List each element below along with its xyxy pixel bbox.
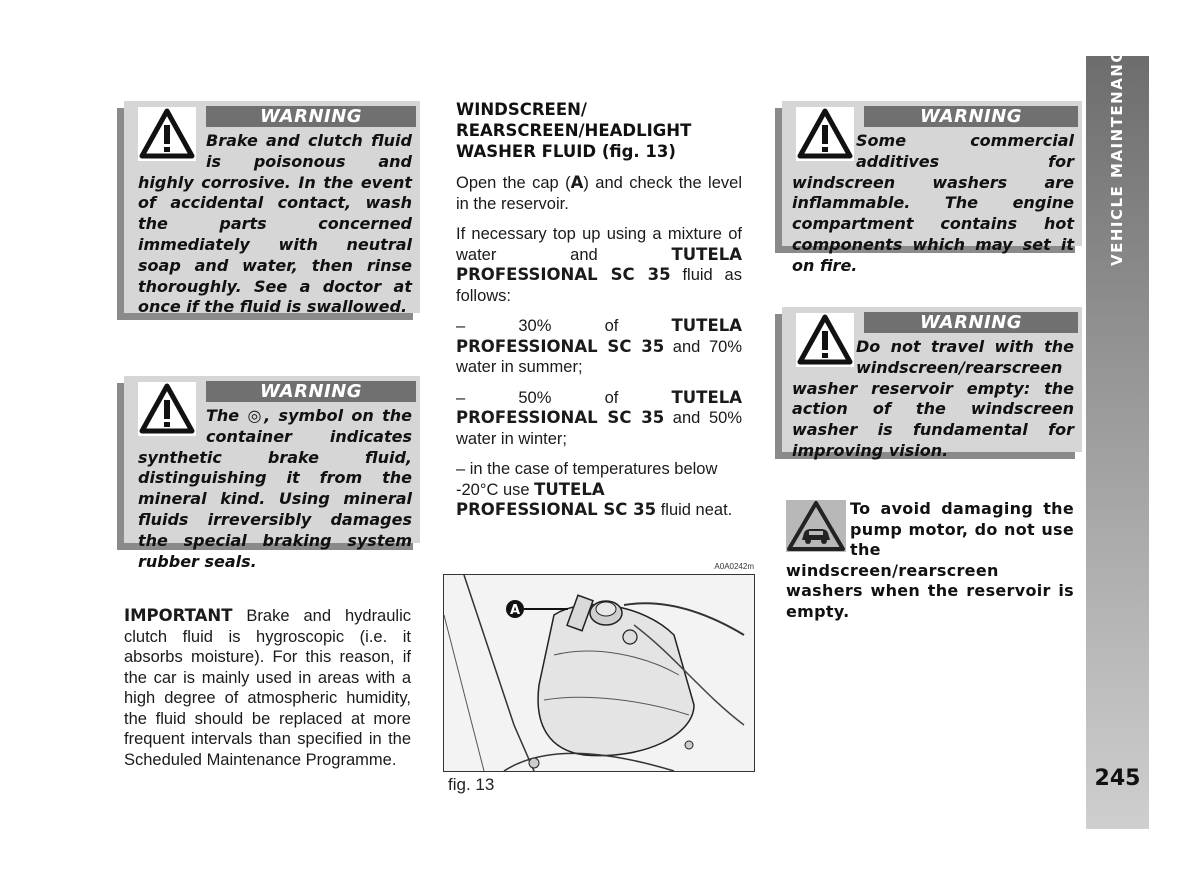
paragraph-open-cap: Open the cap (A) and check the level in the reservoir. (456, 173, 742, 213)
engine-bay-illustration (443, 574, 755, 772)
washer-fluid-heading: WINDSCREEN/ REARSCREEN/HEADLIGHT WASHER FLUID (fig. 13) (456, 100, 692, 161)
figure-code: A0A0242m (714, 562, 754, 571)
warning-box-synthetic-fluid (124, 376, 420, 571)
paragraph-winter-mix: – 50% of TUTELA PROFESSIONAL SC 35 and 50% water in winter; (456, 387, 742, 448)
warning-box-empty-reservoir (782, 307, 1082, 460)
paragraph-top-up: If necessary top up using a mixture of water and TUTELA PROFESSIONAL SC 35 fluid as follows: (456, 225, 742, 305)
warning-title: WARNING (864, 312, 1078, 333)
warning-text: The ◎, symbol on the container indicates synthetic brake fluid, distinguishing it from the mineral kind. Using mineral fluids irreversibly damages the special braking system rubber seals. (138, 406, 412, 571)
callout-a: A (509, 603, 521, 618)
pump-motor-caution: To avoid damaging the pump motor, do not use the windscreen/rearscreen washers when the reservoir is empty. (786, 499, 1074, 621)
important-label: IMPORTANT (124, 606, 233, 625)
warning-title: WARNING (206, 106, 416, 127)
paragraph-summer-mix: – 30% of TUTELA PROFESSIONAL SC 35 and 70% water in summer; (456, 316, 742, 376)
warning-title: WARNING (864, 106, 1078, 127)
warning-text: Some commercial additives for windscreen washers are inflammable. The engine compartment contains hot components which may set it on fire. (792, 131, 1074, 275)
page-number: 245 (1094, 766, 1141, 791)
warning-box-brake-fluid-poison (124, 101, 420, 317)
washer-fluid-body (456, 173, 742, 531)
figure-reference: (fig. 13) (601, 142, 676, 161)
warning-text: Do not travel with the windscreen/rearscreen washer reservoir empty: the action of the windscreen washer is fundamental for improving vision. (792, 337, 1074, 460)
warning-text: Brake and clutch fluid is poisonous and highly corrosive. In the event of accidental contact, wash the parts concerned immediately with neutral soap and water, then rinse thoroughly. See a doctor at once if the fluid is swallowed. (138, 131, 412, 317)
warning-box-inflammable-additives (782, 101, 1082, 275)
synthetic-fluid-symbol: ◎ (247, 406, 265, 425)
paragraph-cold-mix: – in the case of temperatures below -20°C use TUTELA PROFESSIONAL SC 35 fluid neat. (456, 460, 733, 519)
important-note: IMPORTANT Brake and hydraulic clutch fluid is hygroscopic (i.e. it absorbs moisture). For this reason, if the car is mainly used in areas with a high degree of atmospheric humidity, the fluid should be replaced at more frequent intervals than specified in the Scheduled Maintenance Programme. (124, 606, 411, 769)
figure-caption: fig. 13 (448, 775, 495, 794)
section-side-tab: VEHICLE MAINTENANCE (1086, 56, 1149, 829)
warning-title: WARNING (206, 381, 416, 402)
